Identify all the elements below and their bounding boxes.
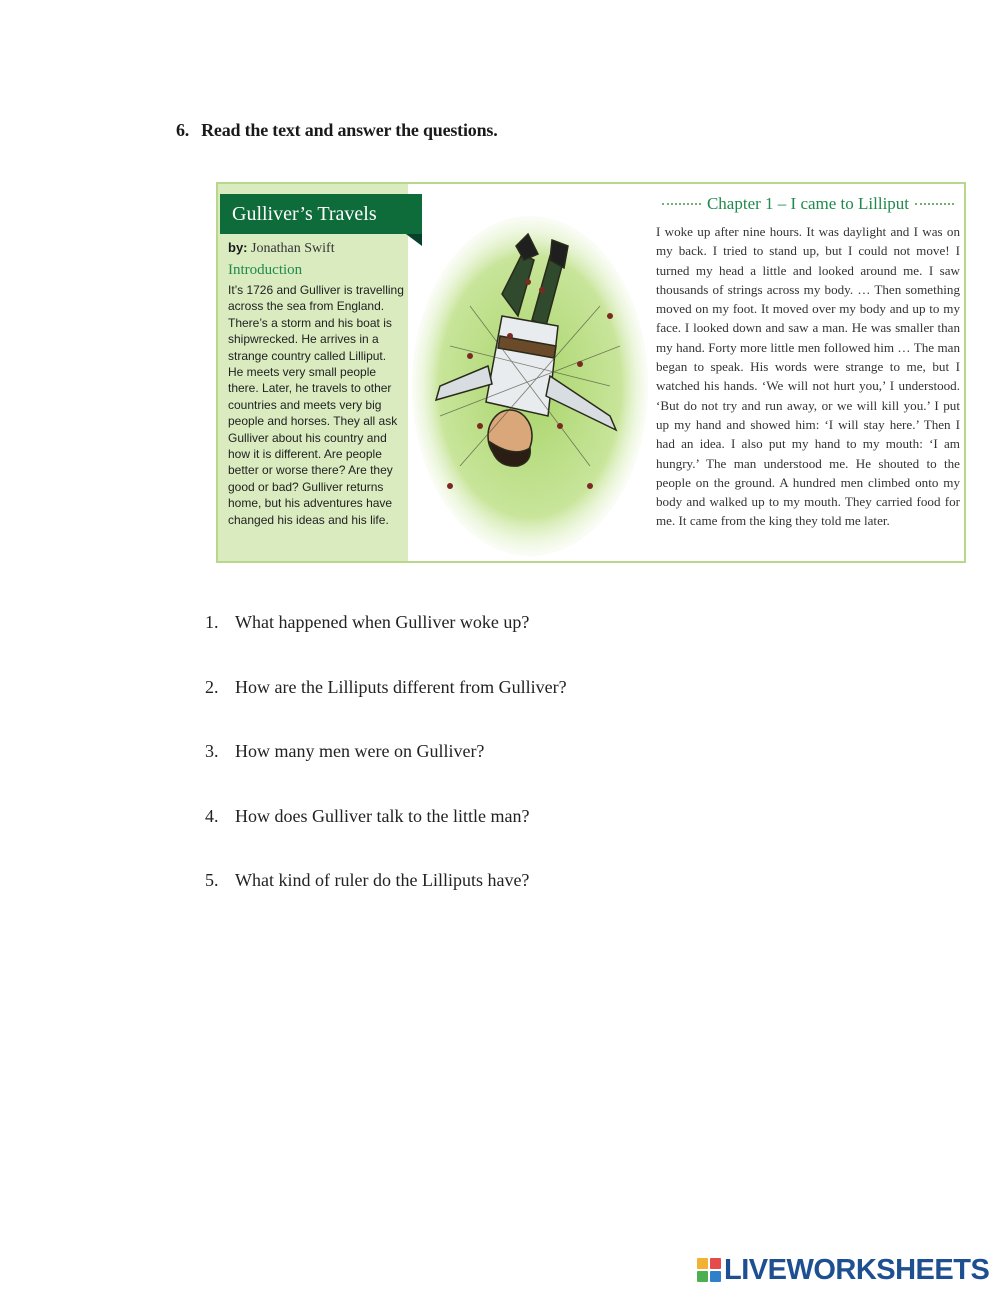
chapter-title-row — [656, 192, 960, 216]
by-label: by: — [228, 240, 248, 255]
dotted-rule-right — [915, 203, 954, 205]
chapter-text: I woke up after nine hours. It was daylight and I was on my back. I tried to stand up, but I could not move! I turned my head a little and looked around me. I saw thousands of strings across my body. … Then something moved on my foot. It moved over my body and up to my face. I looked down and saw a man. He was smaller than my hand. Forty more little men followed him … The man began to speak. His words were strange to me, but I watched his hands. ‘We will not hurt you,’ I understood. ‘But do not try and run away, or we will kill you.’ I put up my hand and showed him: ‘I will stay here.’ Then I had an idea. I also put my hand to my mouth: ‘I am hungry.’ The man understood me. He shouted to the people on the ground. A hundred men climbed onto my body and walked up to my mouth. They carried food for me. It came from the king they told me later. — [656, 224, 960, 529]
byline — [228, 240, 335, 257]
logo-blocks-icon — [697, 1258, 721, 1282]
liveworksheets-logo[interactable] — [697, 1254, 989, 1286]
question-text: What kind of ruler do the Lilliputs have? — [235, 870, 530, 890]
intro-heading: Introduction — [228, 262, 303, 278]
intro-text: It’s 1726 and Gulliver is travelling across the sea from England. There’s a storm and his boat is shipwrecked. He arrives in a strange country called Lilliput. He meets very small people there. Later, he travels to other countries and meets very big people and horses. They all ask Gulliver about his country and how it is different. Are people better or worse there? Are they good or bad? Gulliver returns home, but his adventures have changed his ideas and his life. — [228, 283, 404, 527]
chapter-title: Chapter 1 – I came to Lilliput — [706, 194, 910, 213]
question-text: What happened when Gulliver woke up? — [235, 612, 530, 632]
question-text: How many men were on Gulliver? — [235, 741, 485, 761]
task-instruction: Read the text and answer the questions. — [201, 120, 498, 140]
brand-name: LIVEWORKSHEETS — [724, 1253, 990, 1286]
task-number: 6. — [176, 120, 190, 140]
dotted-rule-left — [662, 203, 701, 205]
question-number: 3. — [205, 741, 219, 761]
question-item — [205, 612, 905, 677]
question-number: 4. — [205, 805, 219, 826]
logo-block — [710, 1258, 721, 1269]
gulliver-illustration — [410, 186, 650, 558]
question-number: 1. — [205, 612, 219, 632]
book-title: Gulliver’s Travels — [220, 194, 422, 234]
question-text: How does Gulliver talk to the little man? — [235, 805, 530, 826]
question-text: How are the Lilliputs different from Gulliver? — [235, 676, 567, 697]
logo-block — [697, 1271, 708, 1282]
question-number: 2. — [205, 676, 219, 697]
question-item — [205, 677, 905, 742]
task-heading — [176, 120, 498, 141]
question-number: 5. — [205, 870, 219, 890]
question-list — [205, 612, 905, 935]
intro-panel — [218, 184, 408, 561]
question-item — [205, 741, 905, 806]
author-name: Jonathan Swift — [251, 241, 335, 256]
logo-block — [710, 1271, 721, 1282]
question-item — [205, 870, 905, 935]
logo-block — [697, 1258, 708, 1269]
chapter-panel — [656, 192, 960, 557]
question-item — [205, 806, 905, 871]
reading-passage — [216, 182, 966, 563]
